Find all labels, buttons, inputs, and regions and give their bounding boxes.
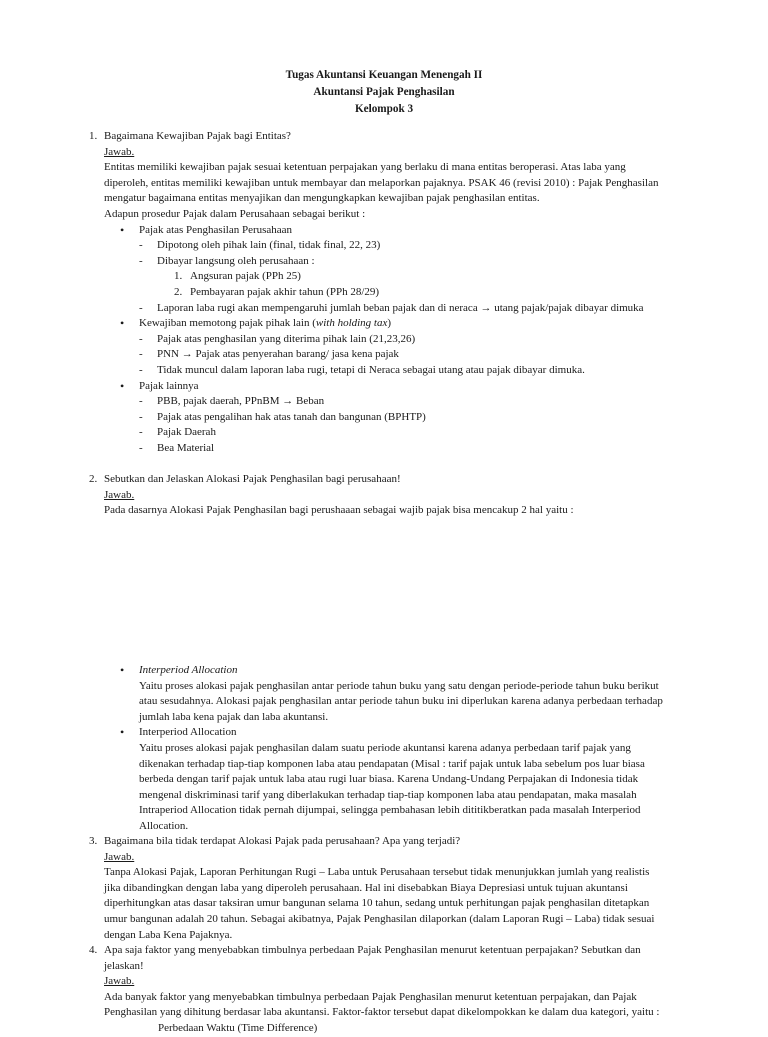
answer-label: Jawab.: [104, 975, 135, 988]
answer-1: [0, 145, 768, 223]
bullet-icon: •: [120, 222, 125, 237]
question-2: [0, 472, 768, 519]
dash-icon: -: [139, 254, 143, 267]
numbered-item: 2. Pembayaran pajak akhir tahun (PPh 28/29): [174, 285, 380, 298]
answer-1-line: mengatur bagaimana entitas menyajikan dan mengungkapkan kewajiban pajak penghasilan entitas.: [104, 192, 540, 205]
dash-icon: -: [139, 332, 143, 345]
interperiod-description: Yaitu proses alokasi pajak penghasilan antar periode tahun buku yang satu dengan periode-periode tahun buku berikut atau sesudahnya. Alokasi pajak penghasilan antar periode tahun buku ini diperlukan karena adanya perbedaan terhadap jumlah laba kena pajak dan laba akuntansi.: [139, 679, 663, 723]
dash-item: - Dibayar langsung oleh perusahaan :: [0, 254, 768, 270]
question-3: [0, 834, 768, 943]
group-label: Kelompok 3: [354, 103, 414, 115]
dash-item: - Pajak atas pengalihan hak atas tanah dan bangunan (BPHTP): [0, 410, 768, 426]
dash-item: - PBB, pajak daerah, PPnBM → Beban: [0, 394, 768, 410]
dash-icon: -: [139, 348, 143, 361]
document-title: Tugas Akuntansi Keuangan Menengah II: [285, 69, 483, 81]
bullet-icon: •: [120, 663, 125, 677]
bullet-item: • Pajak lainnya: [120, 378, 199, 393]
question-4: [0, 943, 768, 1037]
dash-icon: -: [139, 410, 143, 423]
answer-label: Jawab.: [104, 488, 135, 501]
dash-icon: -: [139, 426, 143, 439]
bullet-item: • Pajak atas Penghasilan Perusahaan: [120, 222, 293, 237]
dash-icon: -: [139, 363, 143, 376]
intraperiod-description: Yaitu proses alokasi pajak penghasilan dalam suatu periode akuntansi karena adanya perbedaan tarif pajak yang dikenakan terhadap tiap-tiap komponen laba atau pendapatan (Misal : tarif pajak untuk laba sebelum pos luar biasa berbeda dengan tarif pajak untuk laba atau rugi luar biasa. Karena Undang-Undang Perpajakan di Indonesia tidak mengenal diskriminasi tarif yang diberlakukan terhadap tiap-tiap komponen laba atau pendapatan, maka masalah Intraperiod Allocation tidak pernah dijumpai, selingga pembahasan lebih dititikberatkan pada masalah Interperiod Allocation.: [139, 741, 645, 832]
answer-1-line: Entitas memiliki kewajiban pajak sesuai ketentuan perpajakan yang berlaku di mana entitas beroperasi. Atas laba yang: [104, 161, 626, 174]
document-title-block: [0, 67, 768, 118]
question-1: [0, 129, 768, 456]
dash-item: - Dipotong oleh pihak lain (final, tidak final, 22, 23): [0, 238, 768, 254]
dash-icon: -: [139, 395, 143, 408]
numbered-item: 1. Angsuran pajak (PPh 25): [174, 270, 301, 283]
dash-item: - Tidak muncul dalam laporan laba rugi, tetapi di Neraca sebagai utang atau pajak dibayar dimuka.: [0, 363, 768, 379]
answer-2: [0, 488, 768, 519]
question-1-text: 1. Bagaimana Kewajiban Pajak bagi Entitas?: [89, 130, 291, 142]
answer-1-line: diperoleh, entitas memiliki kewajiban untuk membayar dan melaporkan pajaknya. PSAK 46 (revisi 2010) : Pajak Penghasilan: [104, 176, 659, 189]
dash-icon: -: [139, 301, 143, 314]
dash-icon: -: [139, 441, 143, 454]
question-2-text: 2. Sebutkan dan Jelaskan Alokasi Pajak Penghasilan bagi perusahaan!: [89, 473, 401, 485]
answer-4: jelaskan! Jawab. Ada banyak faktor yang menyebabkan timbulnya perbedaan Pajak Penghasilan menurut ketentuan perpajakan, dan Pajak Penghasilan yang dihitung berdasar laba akuntansi. Faktor-faktor tersebut dapat dikelompokkan ke dalam dua kategori, yaitu :: [0, 959, 768, 1021]
bullet-icon: •: [120, 725, 125, 740]
answer-3: Jawab. Tanpa Alokasi Pajak, Laporan Perhitungan Rugi – Laba untuk Perusahaan tersebut tidak menunjukkan jumlah yang realistis jika dibandingkan dengan laba yang diperoleh perusahaan. Hal ini disebabkan Biaya Depresiasi untuk tujuan akuntansi diperhitungkan atas dasar taksiran umur bangunan selama 10 tahun, sedang untuk perhitungan pajak penghasilan ditetapkan umur bangunan adalah 20 tahun. Sebagai akibatnya, Pajak Penghasilan dilaporkan (dalam Laporan Rugi – Laba) tidak sesuai dengan Laba Kena Pajaknya.: [0, 850, 768, 944]
dash-item: - Laporan laba rugi akan mempengaruhi jumlah beban pajak dan di neraca → utang pajak/pajak dibayar dimuka: [0, 301, 768, 317]
bullet-item: • Kewajiban memotong pajak pihak lain (with holding tax): [120, 316, 392, 331]
dash-item: - PNN → Pajak atas penyerahan barang/ jasa kena pajak: [0, 347, 768, 363]
dash-icon: -: [139, 239, 143, 252]
bullet-icon: •: [120, 316, 125, 331]
allocation-list: [0, 663, 768, 835]
bullet-item: • Interperiod Allocation: [120, 725, 237, 740]
dash-item: - Pajak atas penghasilan yang diterima pihak lain (21,23,26): [0, 332, 768, 348]
dash-item: - Pajak Daerah: [0, 425, 768, 441]
bullet-icon: •: [120, 378, 125, 393]
question-4-text: 4. Apa saja faktor yang menyebabkan timbulnya perbedaan Pajak Penghasilan menurut ketentuan perpajakan? Sebutkan dan: [89, 944, 641, 956]
answer-label: Jawab.: [104, 145, 135, 158]
procedure-intro: Adapun prosedur Pajak dalam Perusahaan sebagai berikut :: [104, 207, 366, 220]
question-4-continued: jelaskan!: [104, 959, 144, 972]
answer-2-line: Pada dasarnya Alokasi Pajak Penghasilan bagi perushaaan sebagai wajib pajak bisa mencakup 2 hal yaitu :: [104, 504, 574, 517]
document-subtitle: Akuntansi Pajak Penghasilan: [313, 86, 455, 98]
question-3-text: 3. Bagaimana bila tidak terdapat Alokasi Pajak pada perusahaan? Apa yang terjadi?: [89, 835, 461, 847]
bullet-item: • Interperiod Allocation: [120, 663, 238, 677]
time-difference-item: Perbedaan Waktu (Time Difference): [158, 1021, 318, 1034]
answer-label: Jawab.: [104, 850, 135, 863]
dash-item: - Bea Material: [0, 441, 768, 457]
